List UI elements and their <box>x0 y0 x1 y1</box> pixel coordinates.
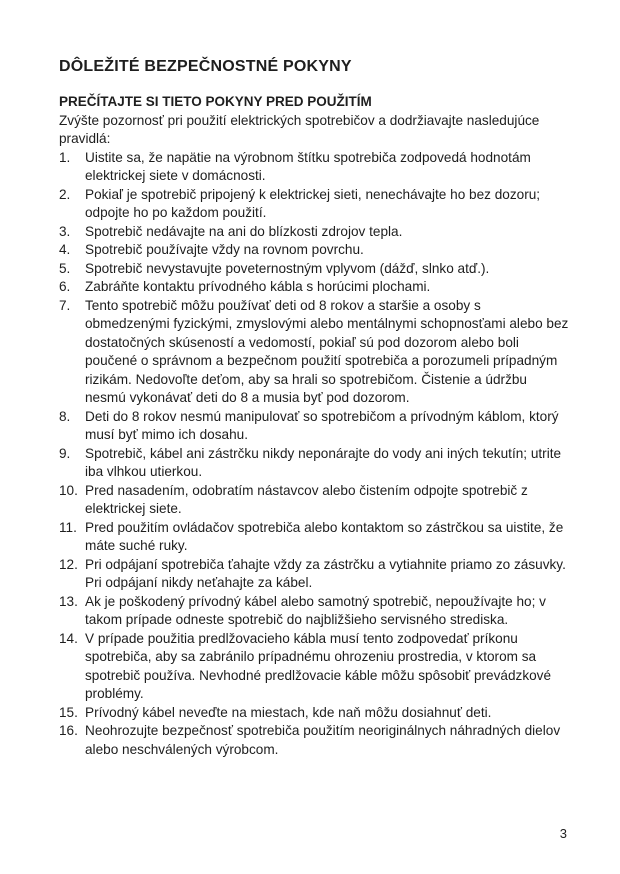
list-item <box>59 519 569 556</box>
list-item <box>59 445 569 482</box>
item-number: 1. <box>59 149 71 165</box>
item-text: V prípade použitia predlžovacieho kábla musí tento zodpovedať príkonu spotrebiča, aby sa zabránilo prípadnému ohrozeniu prostredia, v ktorom sa spotrebič používa. Nevhodné predlžovacie káble môžu spôsobiť prevádzkové problémy. <box>85 630 552 701</box>
list-item <box>59 593 569 630</box>
item-text: Zabráňte kontaktu prívodného kábla s horúcimi plochami. <box>85 279 431 294</box>
item-text: Uistite sa, že napätie na výrobnom štítku spotrebiča zodpovedá hodnotám elektrickej siete v domácnosti. <box>85 149 531 183</box>
item-text: Spotrebič používajte vždy na rovnom povrchu. <box>85 242 364 257</box>
item-text: Spotrebič nedávajte na ani do blízkosti zdrojov tepla. <box>85 223 403 239</box>
list-item <box>59 704 569 723</box>
list-item <box>59 482 569 519</box>
item-number: 2. <box>59 186 71 202</box>
item-number: 6. <box>59 279 71 294</box>
item-text: Pri odpájaní spotrebiča ťahajte vždy za zástrčku a vytiahnite priamo zo zásuvky. Pri odpájaní nikdy neťahajte za kábel. <box>85 556 566 590</box>
list-item <box>59 223 569 242</box>
item-number: 9. <box>59 445 71 461</box>
item-text: Tento spotrebič môžu používať deti od 8 rokov a staršie a osoby s obmedzenými fyzickými, zmyslovými alebo mentálnymi schopnosťami alebo bez dostatočných skúseností a vedomostí, pokiaľ sú pod dozorom alebo boli poučené o správnom a bezpečnom použití spotrebiča a porozumeli prípadným rizikám. Nedovoľte deťom, aby sa hrali so spotrebičom. Čistenie a údržbu nesmú vykonávať deti do 8 a musia byť pod dozorom. <box>85 297 569 405</box>
item-number: 4. <box>59 242 71 257</box>
list-item <box>59 149 569 186</box>
item-text: Prívodný kábel neveďte na miestach, kde naň môžu dosiahnuť deti. <box>85 704 492 720</box>
item-number: 13. <box>59 593 78 609</box>
item-number: 12. <box>59 556 78 572</box>
page-number: 3 <box>559 826 567 841</box>
item-text: Ak je poškodený prívodný kábel alebo samotný spotrebič, nepoužívajte ho; v takom prípade odneste spotrebič do najbližšieho servisného strediska. <box>85 593 546 627</box>
item-text: Pokiaľ je spotrebič pripojený k elektrickej sieti, nenechávajte ho bez dozoru; odpojte ho po každom použití. <box>85 186 541 220</box>
item-number: 8. <box>59 408 71 424</box>
list-item <box>59 260 569 279</box>
item-text: Pred nasadením, odobratím nástavcov alebo čistením odpojte spotrebič z elektrickej siete. <box>85 482 528 516</box>
document-page <box>59 56 569 759</box>
item-text: Spotrebič, kábel ani zástrčku nikdy neponárajte do vody ani iných tekutín; utrite iba vlhkou utierkou. <box>85 445 562 479</box>
item-number: 11. <box>59 519 77 535</box>
item-number: 14. <box>59 630 78 646</box>
item-text: Deti do 8 rokov nesmú manipulovať so spotrebičom a prívodným káblom, ktorý musí byť mimo ich dosahu. <box>85 408 559 442</box>
list-item <box>59 630 569 704</box>
safety-instructions-list <box>59 149 569 760</box>
list-item <box>59 297 569 408</box>
intro-paragraph: Zvýšte pozornosť pri použití elektrických spotrebičov a dodržiavajte nasledujúce pravidlá: <box>59 112 540 146</box>
item-text: Spotrebič nevystavujte poveternostným vplyvom (dážď, slnko atď.). <box>85 260 490 276</box>
item-number: 3. <box>59 223 71 239</box>
list-item <box>59 278 569 297</box>
item-number: 7. <box>59 297 71 313</box>
item-number: 15. <box>59 704 78 720</box>
item-text: Pred použitím ovládačov spotrebiča alebo kontaktom so zástrčkou sa uistite, že máte suché ruky. <box>85 519 564 553</box>
item-number: 10. <box>59 482 78 498</box>
list-item <box>59 556 569 593</box>
list-item <box>59 722 569 759</box>
item-number: 5. <box>59 260 71 276</box>
page-title: DÔLEŽITÉ BEZPEČNOSTNÉ POKYNY <box>59 58 352 75</box>
list-item <box>59 186 569 223</box>
item-number: 16. <box>59 723 78 738</box>
list-item <box>59 241 569 260</box>
item-text: Neohrozujte bezpečnosť spotrebiča použitím neoriginálnych náhradných dielov alebo neschválených výrobcom. <box>85 723 561 757</box>
section-subtitle: PREČÍTAJTE SI TIETO POKYNY PRED POUŽITÍM <box>59 94 372 109</box>
list-item <box>59 408 569 445</box>
